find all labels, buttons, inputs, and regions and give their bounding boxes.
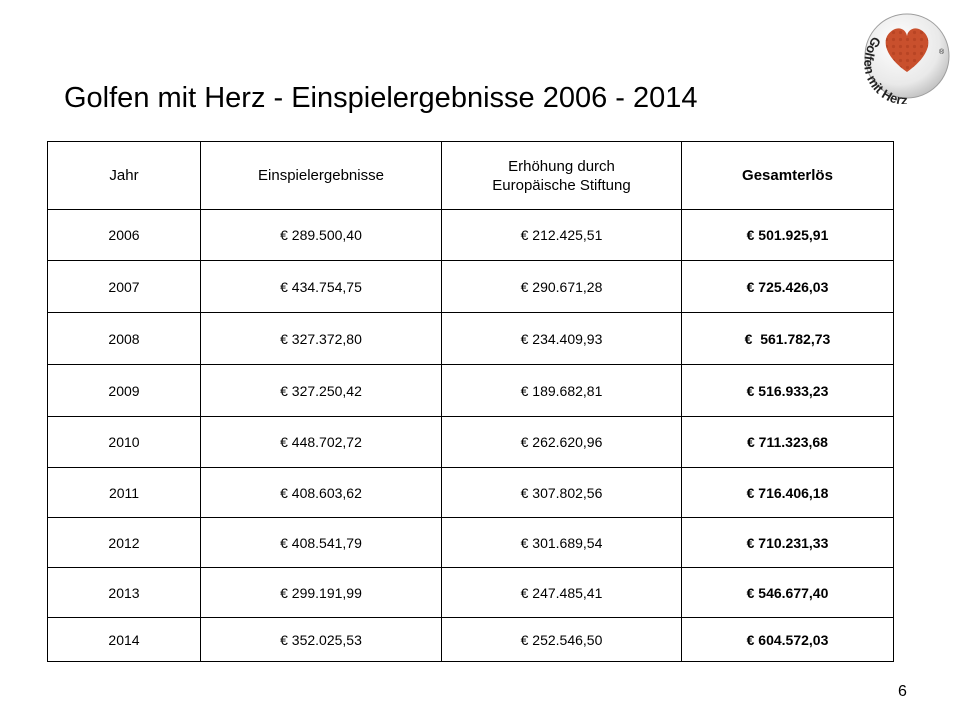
- cell-einspielergebnisse: € 448.702,72: [201, 417, 442, 468]
- cell-gesamterloes: € 516.933,23: [682, 365, 894, 417]
- cell-jahr: 2009: [48, 365, 201, 417]
- cell-gesamterloes: € 710.231,33: [682, 518, 894, 568]
- table-row: [48, 313, 894, 365]
- cell-gesamterloes: € 604.572,03: [682, 618, 894, 662]
- cell-jahr: 2010: [48, 417, 201, 468]
- cell-erhoehung: € 247.485,41: [442, 568, 682, 618]
- cell-einspielergebnisse: € 327.250,42: [201, 365, 442, 417]
- cell-erhoehung: € 290.671,28: [442, 261, 682, 313]
- golf-ball-heart-logo: [862, 8, 952, 104]
- cell-jahr: 2006: [48, 210, 201, 261]
- cell-jahr: 2011: [48, 468, 201, 518]
- header-erhoehung: Erhöhung durch Europäische Stiftung: [442, 142, 682, 210]
- cell-gesamterloes: € 716.406,18: [682, 468, 894, 518]
- header-gesamterloes: Gesamterlös: [682, 142, 894, 210]
- cell-erhoehung: € 307.802,56: [442, 468, 682, 518]
- cell-einspielergebnisse: € 434.754,75: [201, 261, 442, 313]
- cell-jahr: 2014: [48, 618, 201, 662]
- page-title: Golfen mit Herz - Einspielergebnisse 2006 - 2014: [64, 82, 698, 114]
- registered-mark: ®: [939, 49, 945, 56]
- cell-einspielergebnisse: € 327.372,80: [201, 313, 442, 365]
- header-jahr: Jahr: [48, 142, 201, 210]
- table-row: [48, 618, 894, 662]
- cell-jahr: 2007: [48, 261, 201, 313]
- cell-jahr: 2008: [48, 313, 201, 365]
- cell-gesamterloes: € 561.782,73: [682, 313, 894, 365]
- table-row: [48, 365, 894, 417]
- golf-ball-heart-icon: [862, 8, 952, 104]
- cell-jahr: 2013: [48, 568, 201, 618]
- header-einspielergebnisse: Einspielergebnisse: [201, 142, 442, 210]
- cell-erhoehung: € 252.546,50: [442, 618, 682, 662]
- table-row: [48, 468, 894, 518]
- results-table: [47, 141, 894, 662]
- cell-einspielergebnisse: € 299.191,99: [201, 568, 442, 618]
- cell-erhoehung: € 262.620,96: [442, 417, 682, 468]
- cell-erhoehung: € 234.409,93: [442, 313, 682, 365]
- logo-text: Golfen mit Herz: [862, 34, 908, 104]
- cell-gesamterloes: € 711.323,68: [682, 417, 894, 468]
- cell-gesamterloes: € 501.925,91: [682, 210, 894, 261]
- cell-einspielergebnisse: € 352.025,53: [201, 618, 442, 662]
- cell-erhoehung: € 301.689,54: [442, 518, 682, 568]
- cell-gesamterloes: € 725.426,03: [682, 261, 894, 313]
- table-row: [48, 261, 894, 313]
- cell-erhoehung: € 212.425,51: [442, 210, 682, 261]
- table-row: [48, 518, 894, 568]
- cell-jahr: 2012: [48, 518, 201, 568]
- table-header-row: [48, 142, 894, 210]
- table-row: [48, 417, 894, 468]
- cell-einspielergebnisse: € 289.500,40: [201, 210, 442, 261]
- table-row: [48, 210, 894, 261]
- cell-gesamterloes: € 546.677,40: [682, 568, 894, 618]
- page-number: 6: [898, 683, 907, 700]
- table-row: [48, 568, 894, 618]
- cell-erhoehung: € 189.682,81: [442, 365, 682, 417]
- cell-einspielergebnisse: € 408.541,79: [201, 518, 442, 568]
- cell-einspielergebnisse: € 408.603,62: [201, 468, 442, 518]
